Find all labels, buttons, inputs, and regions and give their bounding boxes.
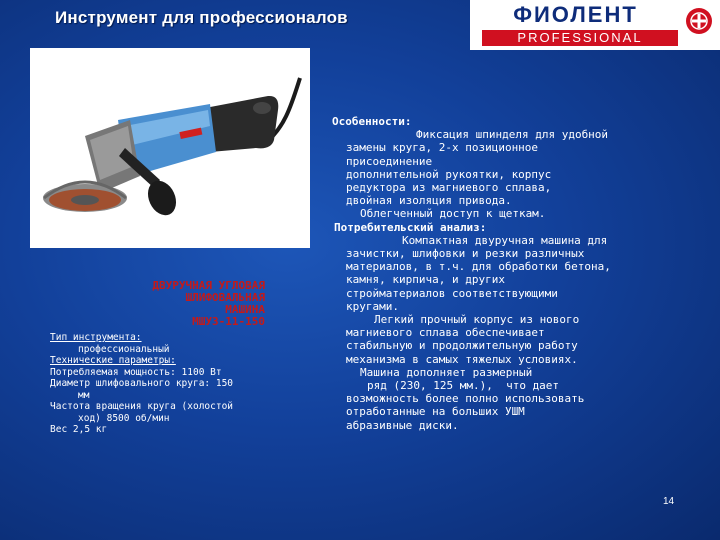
product-name-line: ДВУРУЧНАЯ УГЛОВАЯ <box>152 279 265 292</box>
spec-line: Потребляемая мощность: 1100 Вт <box>50 366 222 378</box>
logo-subtitle: PROFESSIONAL <box>482 30 678 46</box>
features-line: редуктора из магниевого сплава, <box>346 181 552 195</box>
features-line: замены круга, 2-х позиционное <box>346 141 539 155</box>
product-name-line: ШЛИФОВАЛЬНАЯ <box>185 291 265 304</box>
analysis-line: Машина дополняет размерный <box>360 365 533 379</box>
analysis-line: возможность более полно использовать <box>346 392 585 406</box>
analysis-line: Легкий прочный корпус из нового <box>374 313 580 327</box>
product-name-line: МАШИНА <box>225 303 265 316</box>
analysis-line: Компактная двуручная машина для <box>402 233 608 247</box>
tool-type-label: Тип инструмента: <box>50 332 142 343</box>
features-line: Фиксация шпинделя для удобной <box>416 128 609 142</box>
analysis-line: магниевого сплава обеспечивает <box>346 326 545 340</box>
spec-line: Диаметр шлифовального круга: 150 <box>50 378 234 389</box>
features-line: двойная изоляция привода. <box>346 194 512 208</box>
product-name <box>60 280 265 328</box>
fiolent-logo <box>470 0 720 50</box>
slide-title: Инструмент для профессионалов <box>55 8 348 27</box>
spec-line: Частота вращения круга (холостой <box>50 401 234 412</box>
analysis-line: зачистки, шлифовки и резки различных <box>346 247 585 261</box>
analysis-line: ряд (230, 125 мм.), что дает <box>367 379 560 393</box>
analysis-line: абразивные диски. <box>346 418 459 432</box>
features-line: присоединение <box>346 154 433 168</box>
features-heading: Особенности: <box>332 115 412 128</box>
analysis-line: стройматериалов соответствующими <box>346 286 558 300</box>
tool-type-value: профессиональный <box>78 343 170 355</box>
spec-line: Вес 2,5 кг <box>50 424 108 435</box>
logo-emblem-icon <box>686 8 712 34</box>
product-specs <box>50 332 265 436</box>
angle-grinder-photo <box>30 48 310 248</box>
analysis-line: материалов, в т.ч. для обработки бетона, <box>346 260 611 274</box>
spec-line: мм <box>78 389 90 401</box>
description-column <box>332 115 667 432</box>
analysis-line: стабильную и продолжительную работу <box>346 339 578 353</box>
analysis-line: камня, кирпича, и других <box>346 273 505 287</box>
spec-line: ход) 8500 об/мин <box>78 412 170 424</box>
logo-name: ФИОЛЕНТ <box>478 3 673 27</box>
page-number: 14 <box>663 496 675 507</box>
features-line: дополнительной рукоятки, корпус <box>346 167 552 181</box>
features-line: Облегченный доступ к щеткам. <box>360 207 546 221</box>
analysis-heading: Потребительский анализ: <box>334 220 487 234</box>
product-model: МШУ3-11-150 <box>192 315 265 328</box>
analysis-line: механизма в самых тяжелых условиях. <box>346 352 578 366</box>
analysis-line: отработанные на больших УШМ <box>346 405 525 419</box>
analysis-line: кругами. <box>346 299 399 313</box>
specs-label: Технические параметры: <box>50 355 176 366</box>
